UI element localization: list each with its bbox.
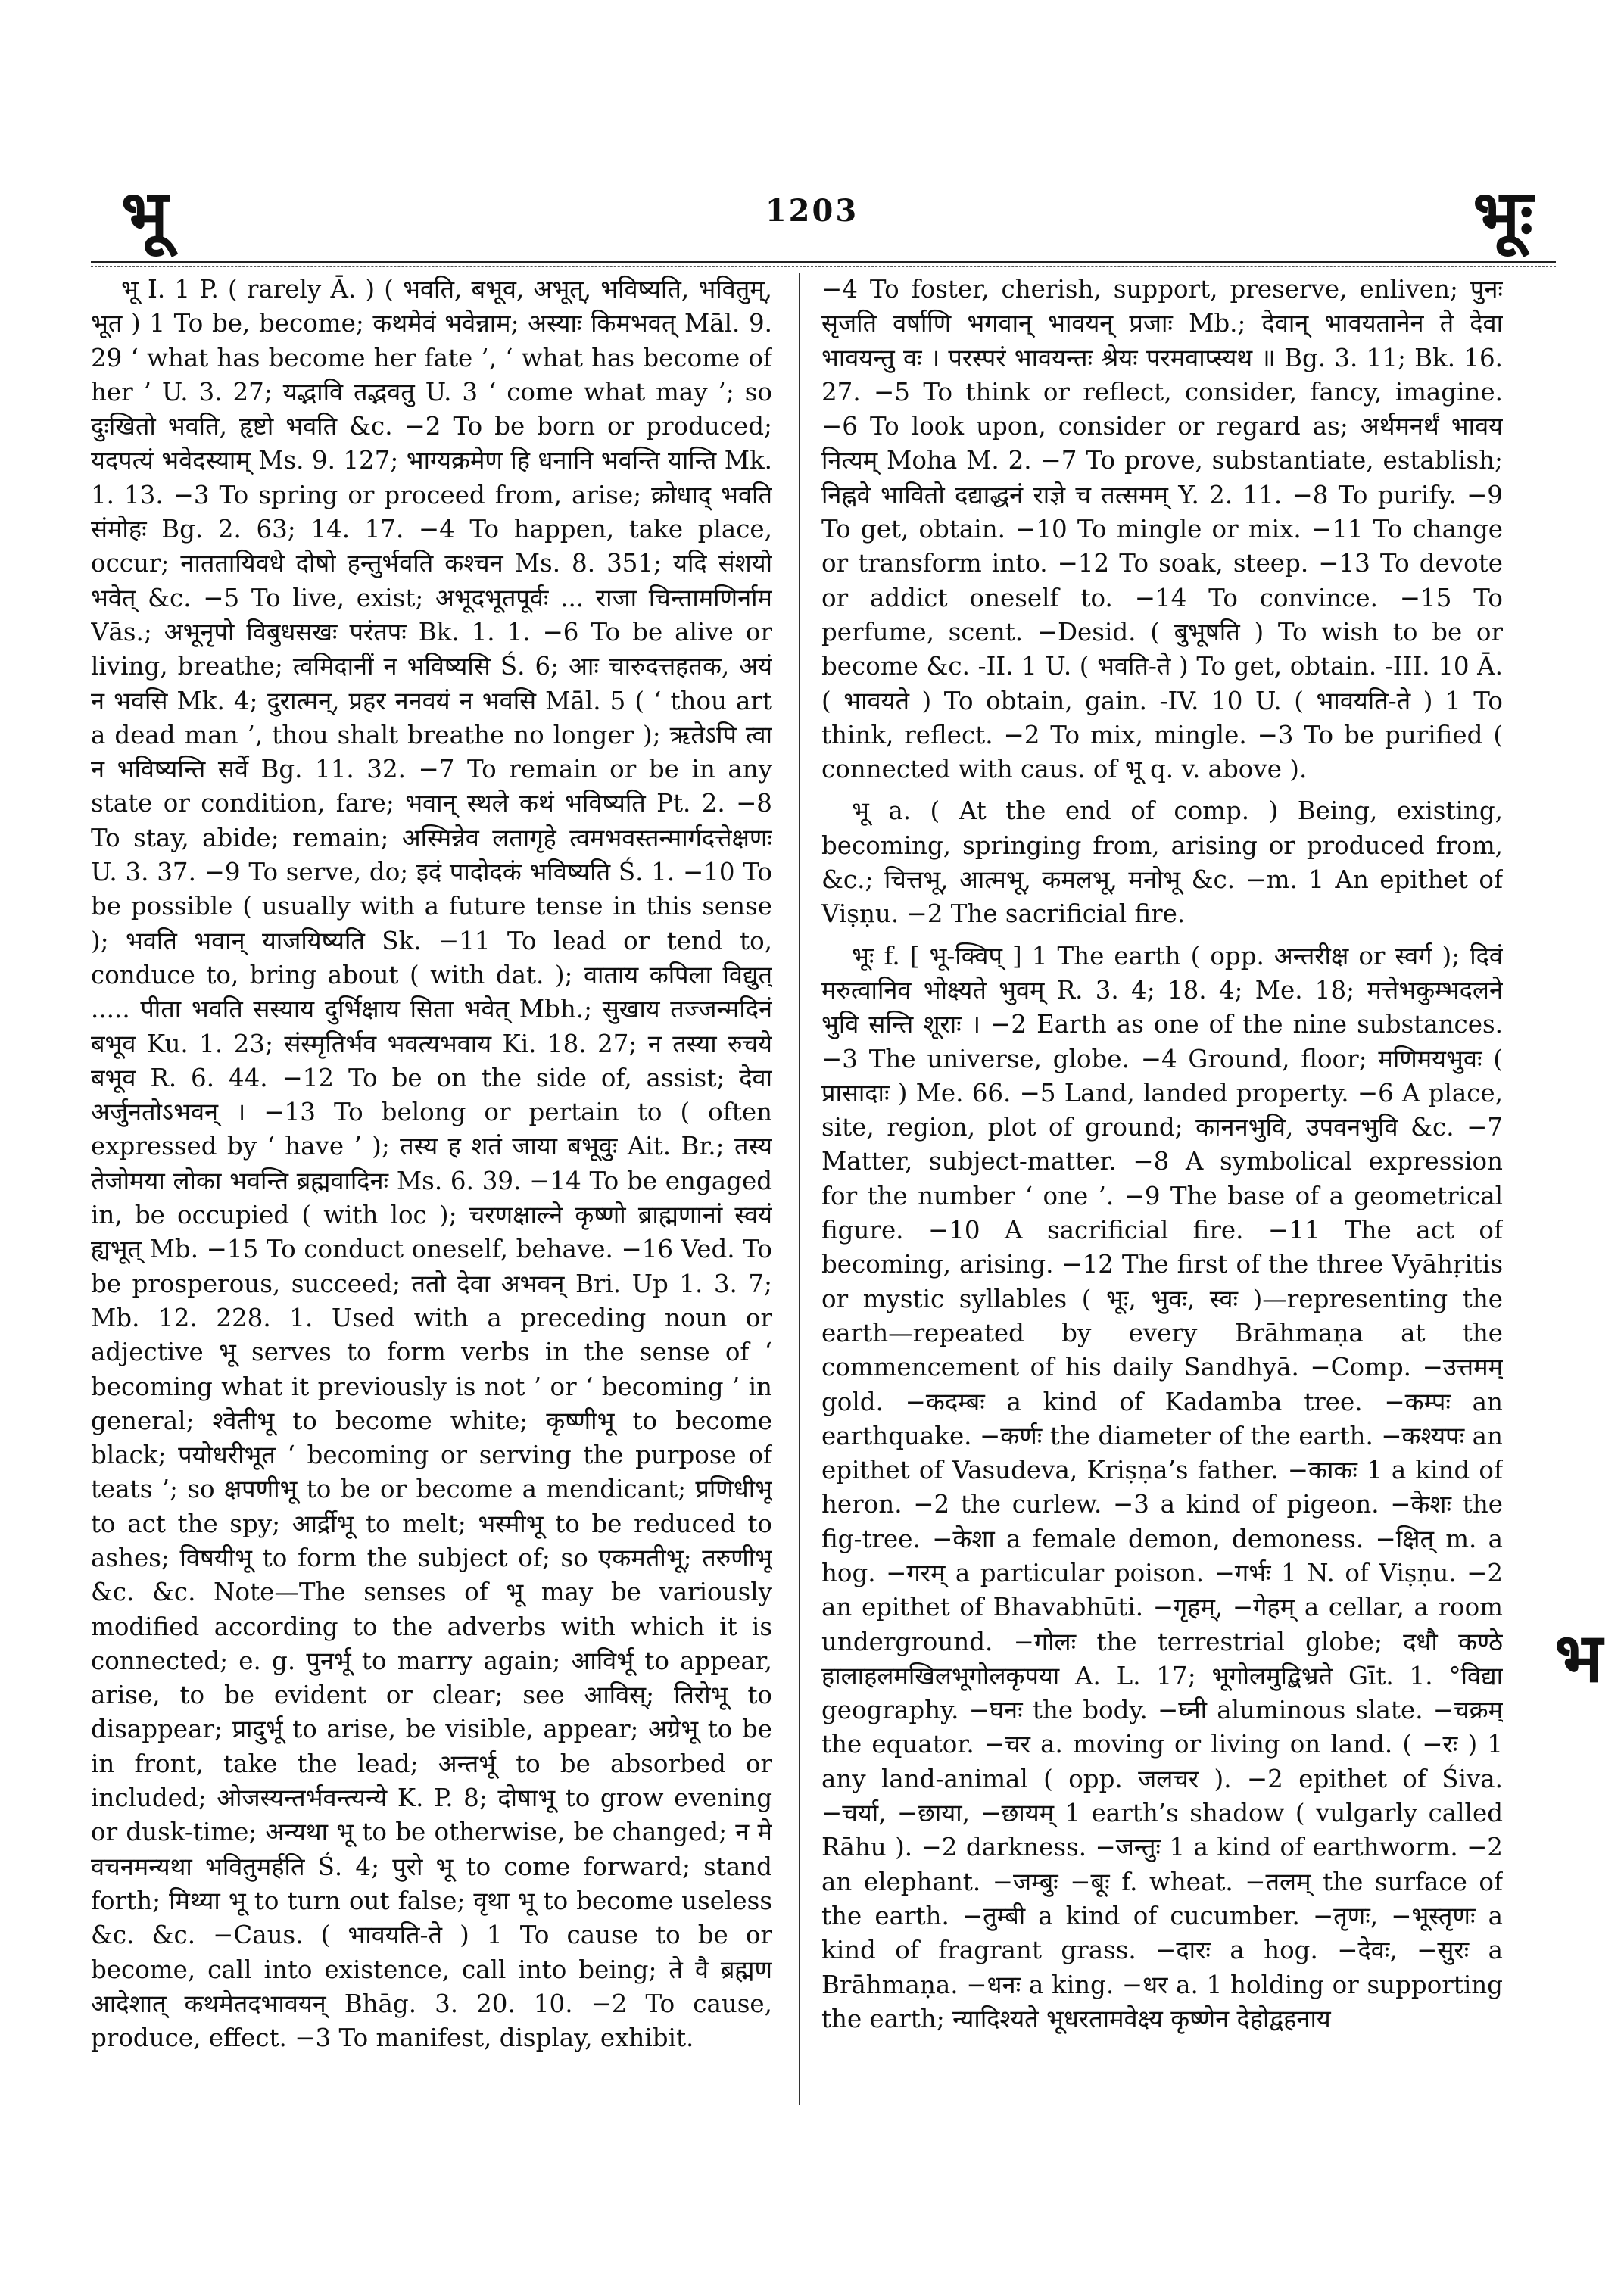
head-word-left: भू xyxy=(121,175,168,254)
right-column xyxy=(821,273,1503,2112)
head-word-right: भूः xyxy=(1473,175,1533,254)
dictionary-entry-continued: −4 To foster, cherish, support, preserve, enliven; पुनः सृजति वर्षाणि भगवान् भावयन् प्रजाः Mb.; देवान् भावयतानेन ते देवा भावयन्तु वः । परस्परं भावयन्तः श्रेयः परमवाप्स्यथ ॥ Bg. 3. 11; Bk. 16. 27. −5 To think or reflect, consider, fancy, imagine. −6 To look upon, consider or regard as; अर्थमनर्थं भावय नित्यम् Moha M. 2. −7 To prove, substantiate, establish; निह्नवे भावितो दद्याद्धनं राज्ञे च तत्समम् Y. 2. 11. −8 To purify. −9 To get, obtain. −10 To mingle or mix. −11 To change or transform into. −12 To soak, steep. −13 To devote or addict oneself to. −14 To convince. −15 To perfume, scent. −Desid. ( बुभूषति ) To wish to be or become &c. -II. 1 U. ( भवति-ते ) To get, obtain. -III. 10 Ā. ( भावयते ) To obtain, gain. -IV. 10 U. ( भावयति-ते ) 1 To think, reflect. −2 To mix, mingle. −3 To be purified ( connected with caus. of भू q. v. above ). xyxy=(821,275,1503,784)
header-rule-dotted xyxy=(91,266,1556,267)
left-column xyxy=(91,273,772,2112)
column-divider xyxy=(799,273,800,2105)
dictionary-entry: भू a. ( At the end of comp. ) Being, existing, becoming, springing from, arising or produced from, &c.; चित्तभू, आत्मभू, कमलभू, मनोभू &c. −m. 1 An epithet of Viṣṇu. −2 The sacrificial fire. xyxy=(821,796,1503,929)
page-number: 1203 xyxy=(765,193,859,229)
header-rule xyxy=(91,261,1556,263)
dictionary-entry: भू I. 1 P. ( rarely Ā. ) ( भवति, बभूव, अभूत्, भविष्यति, भवितुम्, भूत ) 1 To be, become; कथमेवं भवेन्नाम; अस्याः किमभवत् Māl. 9. 29 ‘ what has become her fate ’, ‘ what has become of her ’ U. 3. 27; यद्भावि तद्भवतु U. 3 ‘ come what may ’; so दुःखितो भवति, हृष्टो भवति &c. −2 To be born or produced; यदपत्यं भवेदस्याम् Ms. 9. 127; भाग्यक्रमेण हि धनानि भवन्ति यान्ति Mk. 1. 13. −3 To spring or proceed from, arise; क्रोधाद् भवति संमोहः Bg. 2. 63; 14. 17. −4 To happen, take place, occur; नाततायिवधे दोषो हन्तुर्भवति कश्चन Ms. 8. 351; यदि संशयो भवेत् &c. −5 To live, exist; अभूदभूतपूर्वः ... राजा चिन्तामणिर्नाम Vās.; अभूनृपो विबुधसखः परंतपः Bk. 1. 1. −6 To be alive or living, breathe; त्वमिदानीं न भविष्यसि Ś. 6; आः चारुदत्तहतक, अयं न भवसि Mk. 4; दुरात्मन्, प्रहर ननवयं न भवसि Māl. 5 ( ‘ thou art a dead man ’, thou shalt breathe no longer ); ऋतेऽपि त्वा न भविष्यन्ति सर्वे Bg. 11. 32. −7 To remain or be in any state or condition, fare; भवान् स्थले कथं भविष्यति Pt. 2. −8 To stay, abide; remain; अस्मिन्नेव लतागृहे त्वमभवस्तन्मार्गदत्तेक्षणः U. 3. 37. −9 To serve, do; इदं पादोदकं भविष्यति Ś. 1. −10 To be possible ( usually with a future tense in this sense ); भवति भवान् याजयिष्यति Sk. −11 To lead or tend to, conduce to, bring about ( with dat. ); वाताय कपिला विद्युत् ..... पीता भवति सस्याय दुर्भिक्षाय सिता भवेत् Mbh.; सुखाय तज्जन्मदिनं बभूव Ku. 1. 23; संस्मृतिर्भव भवत्यभवाय Ki. 18. 27; न तस्या रुचये बभूव R. 6. 44. −12 To be on the side of, assist; देवा अर्जुनतोऽभवन् । −13 To belong or pertain to ( often expressed by ‘ have ’ ); तस्य ह शतं जाया बभूवुः Ait. Br.; तस्य तेजोमया लोका भवन्ति ब्रह्मवादिनः Ms. 6. 39. −14 To be engaged in, be occupied ( with loc ); चरणक्षाल्ने कृष्णो ब्राह्मणानां स्वयं ह्यभूत् Mb. −15 To conduct oneself, behave. −16 Ved. To be prosperous, succeed; ततो देवा अभवन् Bri. Up 1. 3. 7; Mb. 12. 228. 1. Used with a preceding noun or adjective भू serves to form verbs in the sense of ‘ becoming what it previously is not ’ or ‘ becoming ’ in general; श्वेतीभू to become white; कृष्णीभू to become black; पयोधरीभूत ‘ becoming or serving the purpose of teats ’; so क्षपणीभू to be or become a mendicant; प्रणिधीभू to act the spy; आर्द्रीभू to melt; भस्मीभू to be reduced to ashes; विषयीभू to form the subject of; so एकमतीभू; तरुणीभू &c. &c. Note—The senses of भू may be variously modified according to the adverbs with which it is connected; e. g. पुनर्भू to marry again; आविर्भू to appear, arise, to be evident or clear; see आविस्; तिरोभू to disappear; प्रादुर्भू to arise, be visible, appear; अग्रेभू to be in front, take the lead; अन्तर्भू to be absorbed or included; ओजस्यन्तर्भवन्त्यन्ये K. P. 8; दोषाभू to grow evening or dusk-time; अन्यथा भू to be otherwise, be changed; न मे वचनमन्यथा भवितुमर्हति Ś. 4; पुरो भू to come forward; stand forth; मिथ्या भू to turn out false; वृथा भू to become useless &c. &c. −Caus. ( भावयति-ते ) 1 To cause to be or become, call into existence, call into being; ते वै ब्रह्मण आदेशात् कथमेतदभावयन् Bhāg. 3. 20. 10. −2 To cause, produce, effect. −3 To manifest, display, exhibit. xyxy=(91,275,772,2053)
running-head xyxy=(91,151,1533,265)
dictionary-entry: भूः f. [ भू-क्विप् ] 1 The earth ( opp. अन्तरीक्ष or स्वर्ग ); दिवं मरुत्वानिव भोक्ष्यते भुवम् R. 3. 4; 18. 4; Me. 18; मत्तेभकुम्भदलने भुवि सन्ति शूराः । −2 Earth as one of the nine substances. −3 The universe, globe. −4 Ground, floor; मणिमयभुवः ( प्रासादाः ) Me. 66. −5 Land, landed property. −6 A place, site, region, plot of ground; काननभुवि, उपवनभुवि &c. −7 Matter, subject-matter. −8 A symbolical expression for the number ‘ one ’. −9 The base of a geometrical figure. −10 A sacrificial fire. −11 The act of becoming, arising. −12 The first of the three Vyāhṛitis or mystic syllables ( भूः, भुवः, स्वः )—representing the earth—repeated by every Brāhmaṇa at the commencement of his daily Sandhyā. −Comp. −उत्तमम् gold. −कदम्बः a kind of Kadamba tree. −कम्पः an earthquake. −कर्णः the diameter of the earth. −कश्यपः an epithet of Vasudeva, Kriṣṇa’s father. −काकः 1 a kind of heron. −2 the curlew. −3 a kind of pigeon. −केशः the fig-tree. −केशा a female demon, demoness. −क्षित् m. a hog. −गरम् a particular poison. −गर्भः 1 N. of Viṣṇu. −2 an epithet of Bhavabhūti. −गृहम्, −गेहम् a cellar, a room underground. −गोलः the terrestrial globe; दधौ कण्ठे हालाहलमखिलभूगोलकृपया A. L. 17; भूगोलमुद्बिभ्रते Gīt. 1. °विद्या geography. −घनः the body. −घ्नी aluminous slate. −चक्रम् the equator. −चर a. moving or living on land. ( −रः ) 1 any land-animal ( opp. जलचर ). −2 epithet of Śiva. −चर्या, −छाया, −छायम् 1 earth’s shadow ( vulgarly called Rāhu ). −2 darkness. −जन्तुः 1 a kind of earthworm. −2 an elephant. −जम्बुः −बूः f. wheat. −तलम् the surface of the earth. −तुम्बी a kind of cucumber. −तृणः, −भूस्तृणः a kind of fragrant grass. −दारः a hog. −देवः, −सुरः a Brāhmaṇa. −धनः a king. −धर a. 1 holding or supporting the earth; न्यादिश्यते भूधरतामवेक्ष्य कृष्णेन देहोद्वहनाय xyxy=(821,941,1503,2033)
thumb-index-tab: भ xyxy=(1554,1618,1603,1698)
